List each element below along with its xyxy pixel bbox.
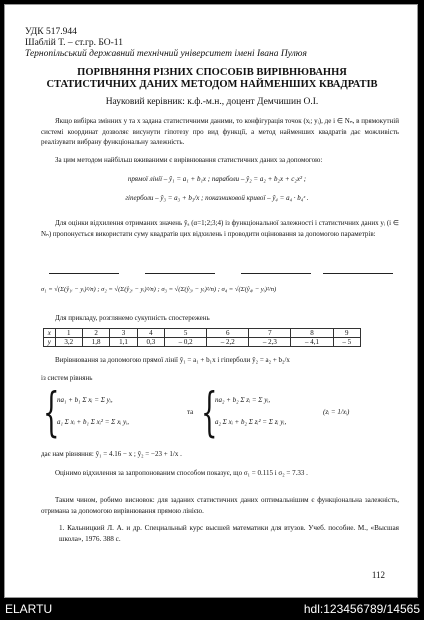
paragraph-methods: За цим методом найбільш вживаними є вирівнювання статистичних даних за допомогою: [55, 156, 323, 164]
table-cell: 1,1 [110, 338, 137, 347]
table-cell: 9 [333, 329, 360, 338]
paragraph-systems-intro: із систем рівнянь [41, 374, 93, 382]
table-cell: 5 [165, 329, 207, 338]
table-cell: – 2,3 [249, 338, 291, 347]
sqrt-bar-4 [323, 273, 393, 274]
sqrt-bar-2 [145, 273, 215, 274]
formula-line-1: прямої лінії – ŷ₁ = a₁ + b₁x ; параболи – ŷ₂ = a₂ + b₂x + c₂x² ; [127, 175, 307, 183]
page-number: 112 [371, 570, 385, 580]
table-cell: – 2,2 [207, 338, 249, 347]
author-line: Шаблій Т. – ст.гр. БО-11 [25, 38, 123, 48]
table-cell: 0,3 [137, 338, 164, 347]
udc-code: УДК 517.944 [25, 27, 77, 37]
table-cell: – 0,2 [165, 338, 207, 347]
table-cell: 3 [110, 329, 137, 338]
handle-id: hdl:123456789/14565 [303, 602, 420, 616]
paragraph-intro: Якщо вибірка змінних y та x задана статистичними даними, то конфігурація точок (xᵢ; yᵢ), де i ∈ Nₙ, в прямокутній системі координат дозволяє висунути гіпотезу про вид функції, а метод найменших квадратів дає можливість реалізувати вибрану функціональну залежність. [41, 117, 399, 146]
paragraph-example: Для прикладу, розглянемо сукупність спостережень [55, 314, 210, 322]
paragraph-alignment: Вирівнювання за допомогою прямої лінії ŷ₁ = a₁ + b₁x і гіперболи ŷ₂ = a₂ + b₂/x [55, 356, 290, 364]
supervisor-line: Науковий керівник: к.ф.-м.н., доцент Демчишин О.І. [105, 97, 319, 107]
table-cell: – 4,1 [291, 338, 333, 347]
table-cell: 2 [82, 329, 109, 338]
system-1-eq-1: na₁ + b₁ Σ xᵢ = Σ yᵢ, [57, 396, 113, 404]
table-row-y [44, 338, 361, 347]
paragraph-deviation: Оцінимо відхилення за запропонованим способом показує, що σ₁ = 0.115 і σ₂ = 7.33 . [55, 469, 308, 477]
formula-line-2: гіперболи – ŷ₃ = a₃ + b₃/x ; показниковой кривої – ŷ₄ = a₄ · b₄ˣ . [125, 194, 309, 202]
document-page [4, 4, 418, 598]
table-cell: – 5 [333, 338, 360, 347]
table-header-y: y [44, 338, 56, 347]
sigma-formulas: σ₁ = √(Σ(ŷ₁ᵢ − yᵢ)²/n) ; σ₂ = √(Σ(ŷ₂ᵢ − yᵢ)²/n) ; σ₃ = √(Σ(ŷ₃ᵢ − yᵢ)²/n) ; σ₄ = √(Σ(ŷ₄ᵢ − yᵢ)²/n) [41, 286, 277, 293]
repository-name: ELARTU [5, 602, 53, 616]
table-cell: 1,8 [82, 338, 109, 347]
table-cell: 6 [207, 329, 249, 338]
system-1-eq-2: a₁ Σ xᵢ + b₁ Σ xᵢ² = Σ xᵢ yᵢ, [57, 418, 129, 426]
sqrt-bar-3 [241, 273, 311, 274]
table-cell: 8 [291, 329, 333, 338]
table-cell: 3,2 [55, 338, 82, 347]
observations-table [43, 328, 361, 347]
table-cell: 4 [137, 329, 164, 338]
system-2-eq-1: na₂ + b₂ Σ zᵢ = Σ yᵢ, [215, 396, 271, 404]
table-header-x: x [44, 329, 56, 338]
paragraph-evaluation: Для оцінки відхилення отриманих значень ŷₐ (α=1;2;3;4) із функціональної залежності і статистичних даних yᵢ (i ∈ Nₙ) пропонується використати суму квадратів цих відхилень і проводити оцінювання за допомогою параметрів: [41, 219, 399, 238]
title-line-2: СТАТИСТИЧНИХ ДАНИХ МЕТОДОМ НАЙМЕНШИХ КВАДРАТІВ [46, 79, 378, 90]
system-connector: та [187, 408, 194, 416]
viewer-footer [0, 598, 424, 620]
title-line-1: ПОРІВНЯННЯ РІЗНИХ СПОСОБІВ ВИРІВНЮВАННЯ [77, 67, 347, 78]
sqrt-bar-1 [49, 273, 119, 274]
table-cell: 1 [55, 329, 82, 338]
table-cell: 7 [249, 329, 291, 338]
system-2-brace: { [201, 383, 218, 443]
university-line: Тернопільський державний технічний університет імені Івана Пулюя [25, 49, 307, 59]
paragraph-conclusion: Таким чином, робимо висновок: для заданих статистичних даних оптимальнішим є функціональна залежність, отримана за допомогою вирівнювання прямою лінією. [41, 496, 399, 515]
system-2-eq-2: a₂ Σ xᵢ + b₂ Σ zᵢ² = Σ zᵢ yᵢ, [215, 418, 287, 426]
table-row-x [44, 329, 361, 338]
paragraph-result-equations: дає нам рівняння: ŷ₁ = 4.16 − x ; ŷ₂ = −23 + 1/x . [41, 450, 182, 458]
reference-1: 1. Кальницкий Л. А. и др. Специальный курс высшей математики для втузов. Учеб. пособие. М., «Высшая школа», 1976. 388 с. [59, 524, 399, 543]
z-substitution: (zᵢ = 1/xᵢ) [323, 408, 350, 416]
system-1-brace: { [43, 383, 60, 443]
